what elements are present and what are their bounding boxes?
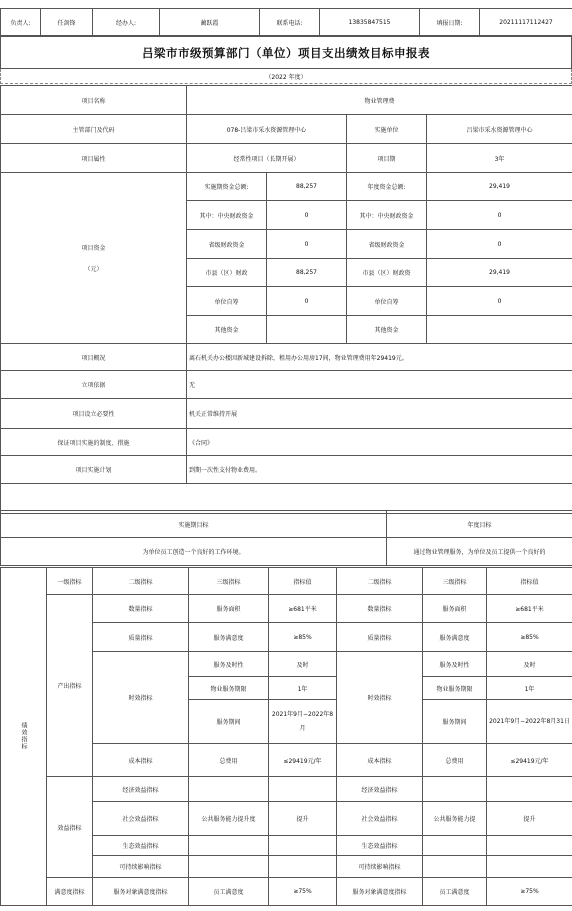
funds-central-label: 其中：中央财政资金 bbox=[187, 201, 267, 230]
handler-label: 经办人: bbox=[93, 9, 160, 36]
quantity-value-annual: ≥681平米 bbox=[487, 595, 572, 623]
satisfaction-value: ≥75% bbox=[269, 878, 337, 906]
cost-name: 总费用 bbox=[189, 744, 269, 777]
form-title: 吕梁市市级预算部门（单位）项目支出绩效目标申报表 bbox=[1, 37, 572, 69]
overview-value: 离石机关办公楼因新城建设拆除，租用办公用房17间，物业管理费用年29419元。 bbox=[187, 344, 572, 371]
form-year: （2022 年度） bbox=[1, 69, 572, 84]
sustain-label-annual: 可持续影响指标 bbox=[337, 856, 423, 878]
funds-other-value-annual bbox=[427, 316, 572, 344]
service-term-value-annual: 1年 bbox=[487, 677, 572, 700]
indicators-side-label bbox=[1, 568, 47, 906]
responsible-label: 负责人: bbox=[1, 9, 41, 36]
funds-label-unit: （元） bbox=[84, 266, 103, 273]
benefit-label: 效益指标 bbox=[47, 777, 93, 878]
quality-label: 质量指标 bbox=[93, 623, 189, 652]
timeliness-name-annual: 服务及时性 bbox=[423, 652, 487, 677]
service-period-value: 2021年9月−2022年8月 bbox=[269, 700, 337, 744]
goals-table bbox=[0, 510, 572, 566]
cost-label-annual: 成本指标 bbox=[337, 744, 423, 777]
funds-annual-label: 年度资金总额: bbox=[347, 173, 427, 201]
annual-goal-label: 年度目标 bbox=[387, 511, 572, 538]
plan-value: 到期一次性支付物业费用。 bbox=[187, 456, 572, 484]
dept-label: 主管部门及代码 bbox=[1, 115, 187, 144]
funds-label-top: 项目资金 bbox=[81, 245, 106, 252]
handler-value: 蔺跃霞 bbox=[160, 9, 260, 36]
social-label: 社会效益指标 bbox=[93, 802, 189, 836]
funds-other-label: 其他资金 bbox=[187, 316, 267, 344]
output-label: 产出指标 bbox=[47, 595, 93, 777]
attr-label: 项目属性 bbox=[1, 144, 187, 173]
funds-city-value-annual: 29,419 bbox=[427, 259, 572, 287]
quantity-value: ≥681平米 bbox=[269, 595, 337, 623]
econ-value-annual bbox=[487, 777, 572, 802]
social-name: 公共服务能力提升度 bbox=[189, 802, 269, 836]
funds-annual-value: 29,419 bbox=[427, 173, 572, 201]
satisfaction-name: 员工满意度 bbox=[189, 878, 269, 906]
timeliness-value-annual: 及时 bbox=[487, 652, 572, 677]
satisfaction-name-label-annual: 服务对象满意度指标 bbox=[337, 878, 423, 906]
cost-label: 成本指标 bbox=[93, 744, 189, 777]
date-label: 填报日期: bbox=[420, 9, 480, 36]
header-info-table bbox=[0, 8, 572, 36]
title-table bbox=[0, 36, 572, 84]
funds-province-label-annual: 省级财政资金 bbox=[347, 230, 427, 259]
service-period-name: 服务期间 bbox=[189, 700, 269, 744]
measures-value: 《合同》 bbox=[187, 429, 572, 456]
header-level2: 二级指标 bbox=[93, 568, 189, 595]
econ-name-annual bbox=[423, 777, 487, 802]
cost-value: ≤29419元/年 bbox=[269, 744, 337, 777]
funds-other-value bbox=[267, 316, 347, 344]
necessity-label: 项目设立必要性 bbox=[1, 399, 187, 429]
timeliness-name: 服务及时性 bbox=[189, 652, 269, 677]
period-goal-label: 实施期目标 bbox=[1, 511, 387, 538]
econ-label: 经济效益指标 bbox=[93, 777, 189, 802]
period-goal-value: 为单位员工创造一个良好的工作环境。 bbox=[1, 538, 387, 566]
funds-city-label: 市县（区）财政 bbox=[187, 259, 267, 287]
funds-self-value: 0 bbox=[267, 287, 347, 316]
satisfaction-name-annual: 员工满意度 bbox=[423, 878, 487, 906]
quality-name-annual: 服务满意度 bbox=[423, 623, 487, 652]
eco-value-annual bbox=[487, 836, 572, 856]
quality-label-annual: 质量指标 bbox=[337, 623, 423, 652]
dept-value: 078-吕梁市采水资源管理中心 bbox=[187, 115, 347, 144]
funds-self-value-annual: 0 bbox=[427, 287, 572, 316]
sustain-name bbox=[189, 856, 269, 878]
measures-label: 保证项目实施的制度、措施 bbox=[1, 429, 187, 456]
eco-value bbox=[269, 836, 337, 856]
attr-value: 经常性项目（长期开展） bbox=[187, 144, 347, 173]
blank-row bbox=[1, 484, 572, 514]
funds-city-label-annual: 市县（区）财政资 bbox=[347, 259, 427, 287]
eco-label-annual: 生态效益指标 bbox=[337, 836, 423, 856]
service-period-value-annual: 2021年9月−2022年8月31日 bbox=[487, 700, 572, 744]
quantity-label: 数量指标 bbox=[93, 595, 189, 623]
service-term-name-annual: 物业服务期限 bbox=[423, 677, 487, 700]
time-label-annual: 时效指标 bbox=[337, 652, 423, 744]
funds-self-label-annual: 单位自筹 bbox=[347, 287, 427, 316]
project-name-label: 项目名称 bbox=[1, 86, 187, 115]
overview-label: 项目概况 bbox=[1, 344, 187, 371]
social-name-annual: 公共服务能力提 bbox=[423, 802, 487, 836]
quantity-name: 服务面积 bbox=[189, 595, 269, 623]
impl-value: 吕梁市采水资源管理中心 bbox=[427, 115, 572, 144]
funds-central-value-annual: 0 bbox=[427, 201, 572, 230]
satisfaction-label: 满意度指标 bbox=[47, 878, 93, 906]
period-value: 3年 bbox=[427, 144, 572, 173]
necessity-value: 机关正常维持开展 bbox=[187, 399, 572, 429]
funds-other-label-annual: 其他资金 bbox=[347, 316, 427, 344]
annual-goal-value: 通过物业管理服务，为单位及员工提供一个良好的 bbox=[387, 538, 572, 566]
social-label-annual: 社会效益指标 bbox=[337, 802, 423, 836]
quantity-name-annual: 服务面积 bbox=[423, 595, 487, 623]
project-name-value: 物业管理费 bbox=[187, 86, 572, 115]
header-value-annual: 指标值 bbox=[487, 568, 572, 595]
service-term-value: 1年 bbox=[269, 677, 337, 700]
phone-value: 13835847515 bbox=[320, 9, 420, 36]
plan-label: 项目实施计划 bbox=[1, 456, 187, 484]
econ-name bbox=[189, 777, 269, 802]
sustain-label: 可持续影响指标 bbox=[93, 856, 189, 878]
basis-value: 无 bbox=[187, 371, 572, 399]
service-term-name: 物业服务期限 bbox=[189, 677, 269, 700]
header-level3-annual: 三级指标 bbox=[423, 568, 487, 595]
econ-label-annual: 经济效益指标 bbox=[337, 777, 423, 802]
responsible-value: 任剑锋 bbox=[41, 9, 93, 36]
header-level2-annual: 二级指标 bbox=[337, 568, 423, 595]
satisfaction-value-annual: ≥75% bbox=[487, 878, 572, 906]
quality-value-annual: ≥85% bbox=[487, 623, 572, 652]
header-value: 指标值 bbox=[269, 568, 337, 595]
quality-value: ≥85% bbox=[269, 623, 337, 652]
funds-total-value: 88,257 bbox=[267, 173, 347, 201]
eco-name-annual bbox=[423, 836, 487, 856]
project-table bbox=[0, 85, 572, 514]
quantity-label-annual: 数量指标 bbox=[337, 595, 423, 623]
eco-label: 生态效益指标 bbox=[93, 836, 189, 856]
service-period-name-annual: 服务期间 bbox=[423, 700, 487, 744]
funds-label bbox=[1, 173, 187, 344]
funds-central-label-annual: 其中：中央财政资金 bbox=[347, 201, 427, 230]
period-label: 项目期 bbox=[347, 144, 427, 173]
funds-self-label: 单位自筹 bbox=[187, 287, 267, 316]
timeliness-value: 及时 bbox=[269, 652, 337, 677]
date-value: 20211117112427 bbox=[480, 9, 572, 36]
sustain-value bbox=[269, 856, 337, 878]
funds-city-value: 88,257 bbox=[267, 259, 347, 287]
sustain-value-annual bbox=[487, 856, 572, 878]
social-value: 提升 bbox=[269, 802, 337, 836]
basis-label: 立项依据 bbox=[1, 371, 187, 399]
indicators-side-text: 绩效指标 bbox=[20, 721, 27, 750]
impl-label: 实施单位 bbox=[347, 115, 427, 144]
quality-name: 服务满意度 bbox=[189, 623, 269, 652]
eco-name bbox=[189, 836, 269, 856]
funds-province-value-annual: 0 bbox=[427, 230, 572, 259]
social-value-annual: 提升 bbox=[487, 802, 572, 836]
phone-label: 联系电话: bbox=[260, 9, 320, 36]
header-level3: 三级指标 bbox=[189, 568, 269, 595]
indicators-table bbox=[0, 567, 572, 906]
funds-province-label: 省级财政资金 bbox=[187, 230, 267, 259]
sustain-name-annual bbox=[423, 856, 487, 878]
cost-value-annual: ≤29419元/年 bbox=[487, 744, 572, 777]
satisfaction-name-label: 服务对象满意度指标 bbox=[93, 878, 189, 906]
funds-total-label: 实施期资金总额: bbox=[187, 173, 267, 201]
funds-province-value: 0 bbox=[267, 230, 347, 259]
funds-central-value: 0 bbox=[267, 201, 347, 230]
econ-value bbox=[269, 777, 337, 802]
time-label: 时效指标 bbox=[93, 652, 189, 744]
header-level1: 一级指标 bbox=[47, 568, 93, 595]
cost-name-annual: 总费用 bbox=[423, 744, 487, 777]
